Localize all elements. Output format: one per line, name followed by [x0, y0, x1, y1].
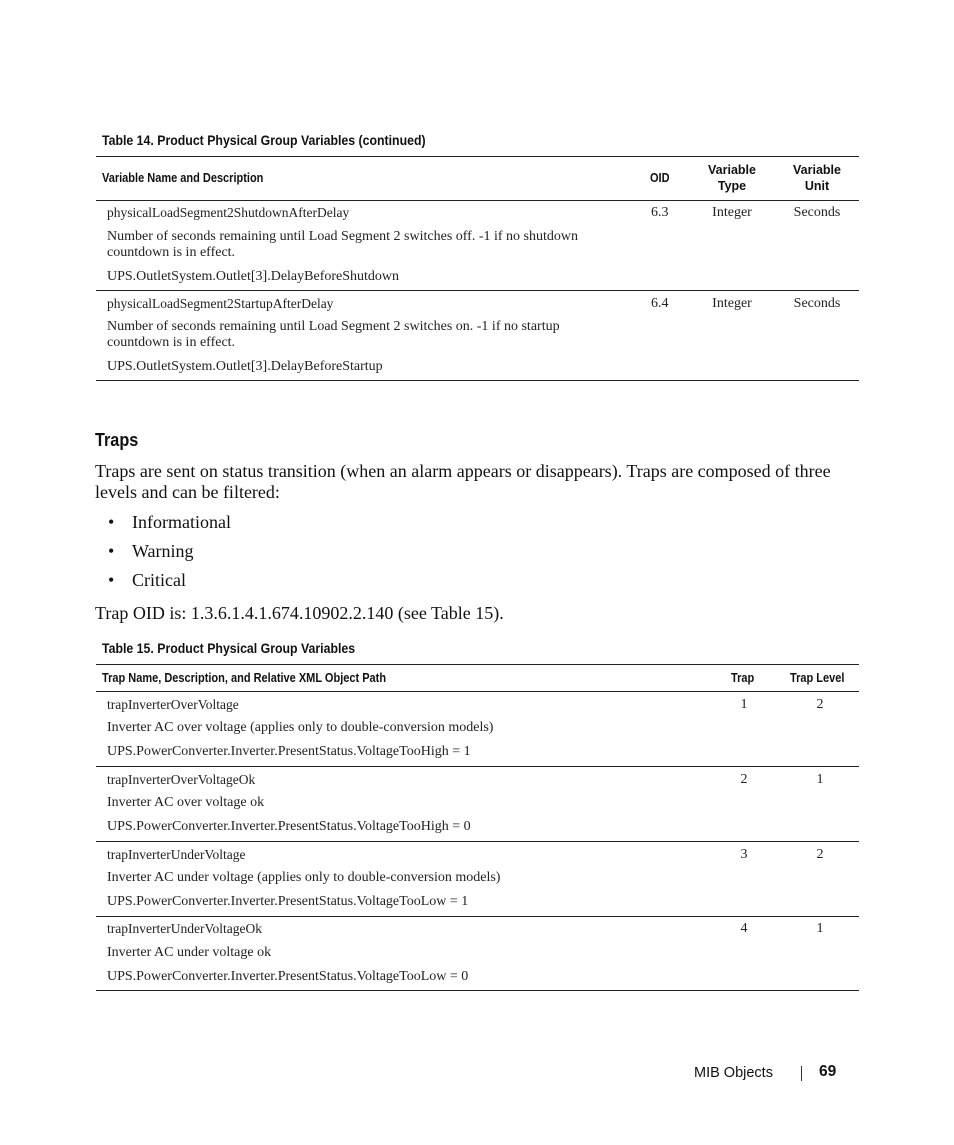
table14-top-rule [96, 156, 859, 157]
variable-name: physicalLoadSegment2StartupAfterDelay [107, 296, 334, 311]
trap-description: Inverter AC over voltage (applies only to double-conversion models) [107, 720, 494, 735]
table15-header-name: Trap Name, Description, and Relative XML Object Path [102, 671, 387, 685]
table15-bottom-rule [96, 990, 859, 991]
trap-name: trapInverterOverVoltageOk [107, 772, 256, 787]
traps-intro-paragraph: Traps are sent on status transition (when an alarm appears or disappears). Traps are composed of three levels and can be filtered: [95, 461, 831, 502]
trap-name: trapInverterOverVoltage [107, 697, 239, 712]
trap-level: 2 [816, 847, 824, 862]
variable-description: Number of seconds remaining until Load Segment 2 switches off. -1 if no shutdown countdown is in effect. [107, 229, 578, 260]
trap-level: 2 [816, 697, 824, 712]
table14-header-unit-line1: Variable [793, 163, 841, 177]
table15-row-rule [96, 841, 859, 842]
variable-path: UPS.OutletSystem.Outlet[3].DelayBeforeShutdown [107, 269, 400, 284]
trap-path: UPS.PowerConverter.Inverter.PresentStatus.VoltageTooHigh = 1 [107, 744, 471, 759]
table14-row-rule [96, 290, 859, 291]
table14-header-unit-line2: Unit [804, 179, 830, 193]
table14-header-name: Variable Name and Description [102, 171, 264, 185]
variable-type: Integer [712, 205, 752, 220]
table15-row-rule [96, 916, 859, 917]
trap-level-label: Critical [132, 570, 186, 590]
trap-number: 4 [740, 921, 748, 936]
bullet-icon: • [108, 512, 115, 532]
table14-header-unit [780, 162, 854, 194]
variable-type: Integer [712, 296, 752, 311]
trap-level: 1 [816, 772, 824, 787]
table14-header-type-line1: Variable [708, 163, 756, 177]
bullet-icon: • [108, 541, 115, 561]
trap-number: 3 [740, 847, 748, 862]
footer-section-title: MIB Objects [694, 1065, 773, 1081]
trap-level: 1 [816, 921, 824, 936]
variable-oid: 6.3 [651, 205, 669, 220]
trap-path: UPS.PowerConverter.Inverter.PresentStatus.VoltageTooLow = 0 [107, 969, 469, 984]
table14-header-rule [96, 200, 859, 201]
footer-separator [801, 1066, 802, 1081]
bullet-icon: • [108, 570, 115, 590]
table15-header-trap: Trap [731, 671, 755, 685]
trap-name: trapInverterUnderVoltage [107, 847, 246, 862]
table15-row-rule [96, 766, 859, 767]
table14-bottom-rule [96, 380, 859, 381]
page-number: 69 [819, 1063, 837, 1080]
table15-header-level: Trap Level [790, 671, 845, 685]
variable-oid: 6.4 [651, 296, 669, 311]
table14-header-type-line2: Type [717, 179, 747, 193]
variable-path: UPS.OutletSystem.Outlet[3].DelayBeforeStartup [107, 359, 383, 374]
variable-unit: Seconds [793, 205, 841, 220]
trap-name: trapInverterUnderVoltageOk [107, 921, 262, 936]
trap-description: Inverter AC under voltage ok [107, 945, 272, 960]
trap-path: UPS.PowerConverter.Inverter.PresentStatus.VoltageTooHigh = 0 [107, 819, 471, 834]
table15-top-rule [96, 664, 859, 665]
trap-level-label: Warning [132, 541, 194, 561]
trap-number: 2 [740, 772, 748, 787]
trap-level-label: Informational [132, 512, 231, 532]
table15-caption: Table 15. Product Physical Group Variables [102, 640, 356, 656]
table14-header-oid: OID [650, 171, 670, 185]
trap-oid-paragraph: Trap OID is: 1.3.6.1.4.1.674.10902.2.140 (see Table 15). [95, 603, 504, 623]
trap-description: Inverter AC under voltage (applies only to double-conversion models) [107, 870, 501, 885]
section-heading-traps: Traps [95, 430, 139, 450]
table14-caption: Table 14. Product Physical Group Variables (continued) [102, 132, 426, 148]
variable-unit: Seconds [793, 296, 841, 311]
trap-number: 1 [740, 697, 748, 712]
trap-description: Inverter AC over voltage ok [107, 795, 265, 810]
variable-description: Number of seconds remaining until Load Segment 2 switches on. -1 if no startup countdown is in effect. [107, 319, 560, 350]
table15-header-rule [96, 691, 859, 692]
table14-header-type [695, 162, 769, 194]
variable-name: physicalLoadSegment2ShutdownAfterDelay [107, 205, 350, 220]
trap-path: UPS.PowerConverter.Inverter.PresentStatus.VoltageTooLow = 1 [107, 894, 469, 909]
